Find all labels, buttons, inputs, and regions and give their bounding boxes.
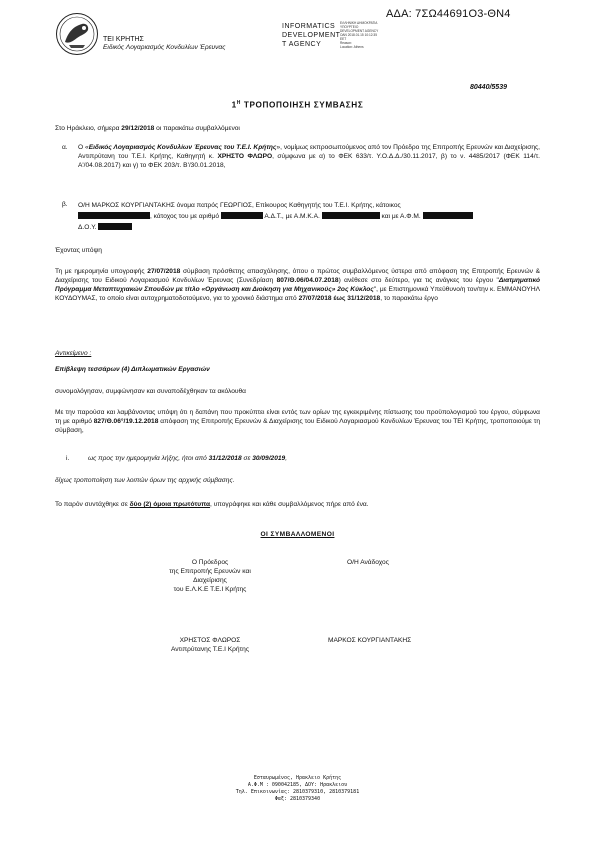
party-a-text: Ο «Ειδικός Λογαριασμός Κονδυλίων Έρευνας του Τ.Ε.Ι. Κρήτης», νομίμως εκπροσωπούμενος από τον Πρόεδρο της Επιτροπής Ερευνών και Διαχείρισης, Αντιπρύτανη του Τ.Ε.Ι. Κρήτης, Καθηγητή κ. ΧΡΗΣΤΟ ΦΛΩΡΟ, σύμφωνα με α) το ΦΕΚ 633/τ. Υ.Ο.Δ.Δ./30.11.2017, β) το ν. 4485/2017 (ΦΕΚ 114/τ. Α'/04.08.2017) και γ) το ΦΕΚ 203/τ. Β'/30.01.2018, xyxy=(78,144,541,169)
role-line: Διαχείρισης xyxy=(193,577,227,584)
signatories-heading: ΟΙ ΣΥΜΒΑΛΛΟΜΕΝΟΙ xyxy=(260,531,335,538)
redacted-afm xyxy=(423,212,473,219)
role-line: του Ε.Λ.Κ.Ε Τ.Ε.Ι Κρήτης xyxy=(173,586,247,593)
subject-label: Αντικείμενο : xyxy=(55,350,92,357)
copies-line: Το παρόν συντάχθηκε σε δύο (2) όμοια πρωτότυπα, υπογράφηκε και κάθε συμβαλλόμενος πήρε από ένα. xyxy=(55,501,369,508)
sig-detail: ΥΠΟΥΡΓΕΙΟ xyxy=(340,25,359,29)
party-b-text: Ο/Η ΜΑΡΚΟΣ ΚΟΥΡΓΙΑΝΤΑΚΗΣ όνομα πατρός ΓΕΩΡΓΙΟΣ, Επίκουρος Καθηγητής του Τ.Ε.Ι. Κρήτης, κάτοικος , κάτοχος του με αριθμό Α.Δ.Τ., με Α.Μ.Κ.Α. και με Α.Φ.Μ. Δ.Ο.Υ. xyxy=(78,200,540,233)
protocol-number: 80440/5539 xyxy=(470,84,507,91)
redacted-id-number xyxy=(221,212,263,219)
agency-stamp xyxy=(282,22,340,49)
organization-name xyxy=(103,36,225,52)
right-signatory-role: Ο/Η Ανάδοχος xyxy=(347,559,389,566)
no-change-line: δίχως τροποποίηση των λοιπών όρων της αρχικής σύμβασης. xyxy=(55,477,235,484)
left-signatory xyxy=(140,636,280,654)
agreement-line: συνομολόγησαν, συμφώνησαν και συναποδέχθηκαν τα ακόλουθα xyxy=(55,388,246,395)
tei-crete-logo-seal xyxy=(55,12,99,56)
ada-code: ΑΔΑ: 7ΣΩ44691Ο3-ΘΝ4 xyxy=(386,8,511,20)
agency-line-3: T AGENCY xyxy=(282,41,322,48)
subject-text: Επίβλεψη τεσσάρων (4) Διπλωματικών Εργασιών xyxy=(55,366,210,373)
footer-contact xyxy=(0,775,595,803)
item-i-number: i. xyxy=(66,455,70,462)
left-signatory-role xyxy=(150,558,270,594)
digital-signature-details xyxy=(340,21,378,49)
sig-detail: ΟΑΝ 2018.01.15 10:12:35 xyxy=(340,33,377,37)
sig-detail: EET xyxy=(340,37,347,41)
left-signatory-title: Αντιπρύτανης Τ.Ε.Ι Κρήτης xyxy=(170,646,250,653)
footer-line: Α.Φ.Μ : 090042185, ΔΟΥ: Ηρακλειου xyxy=(247,782,348,788)
left-signatory-name: ΧΡΗΣΤΟΣ ΦΛΩΡΟΣ xyxy=(179,637,241,644)
right-signatory-name: ΜΑΡΚΟΣ ΚΟΥΡΓΙΑΝΤΑΚΗΣ xyxy=(328,637,412,644)
footer-line: Εσταυρωμένος, Ηρακλειο Κρήτης xyxy=(253,775,342,781)
contract-reference-paragraph: Τη με ημερομηνία υπογραφής 27/07/2018 σύμβαση πρόσθετης απασχόλησης, όπου ο πρώτος συμβαλλόμενος ύστερα από απόφαση της Επιτροπής Ερευνών & Διαχείρισης του Ειδικού Λογαριασμού Κονδυλίων Έρευνας (Συνεδρίαση 807/Θ.06/04.07.2018) ανέθεσε στο δεύτερο, για τις ανάγκες του έργου "Διατμηματικό Πρόγραμμα Μεταπτυχιακών Σπουδών με τίτλο «Οργάνωση και Διοίκηση για Μηχανικούς» 2ος Κύκλος", με Επιστημονικά Υπεύθυνο/η τον/την κ. ΕΜΜΑΝΟΥΗΛ ΚΟΥΔΟΥΜΑΣ, το οποίο είναι αυτοχρηματοδοτούμενο, για το χρονικό διάστημα από 27/07/2018 έως 31/12/2018, το παρακάτω έργο xyxy=(55,268,541,302)
org-line-2: Ειδικός Λογαριασμός Κονδυλίων Έρευνας xyxy=(103,44,226,51)
sig-detail: DEVELOPMENT AGENCY xyxy=(340,29,379,33)
org-line-1: ΤΕΙ ΚΡΗΤΗΣ xyxy=(103,36,144,43)
document-title: $1^H$ ΤΡΟΠΟΠΟΙΗΣΗ ΣΥΜΒΑΣΗΣ xyxy=(231,100,364,110)
party-a-number: α. xyxy=(62,144,68,151)
having-in-mind: Έχοντας υπόψη xyxy=(55,247,102,254)
role-line: της Επιτροπής Ερευνών και xyxy=(169,568,251,575)
footer-line: Φαξ: 2810379340 xyxy=(274,796,321,802)
sig-detail: ΕΛΛΗΝΙΚΗ ΔΗΜΟΚΡΑΤΙΑ xyxy=(340,21,378,25)
item-i-text: ως προς την ημερομηνία λήξης, ήτοι από 31/12/2018 σε 30/09/2019, xyxy=(88,455,288,462)
footer-line: Τηλ. Επικοινωνίας: 2810379310, 2810379181 xyxy=(235,789,360,795)
redacted-amka xyxy=(322,212,380,219)
agency-line-1: INFORMATICS xyxy=(282,23,336,30)
intro-line: Στο Ηράκλειο, σήμερα 29/12/2018 οι παρακάτω συμβαλλόμενοι xyxy=(55,125,240,132)
party-b-number: β. xyxy=(62,201,68,208)
role-line: Ο Πρόεδρος xyxy=(191,559,229,566)
agency-line-2: DEVELOPMENT xyxy=(282,32,341,39)
redacted-address xyxy=(78,212,150,219)
sig-detail: Location: Athens xyxy=(340,45,364,49)
sig-detail: Reason: xyxy=(340,41,352,45)
amendment-paragraph: Με την παρούσα και λαμβάνοντας υπόψη ότι η δαπάνη που προκύπτει είναι εντός των ορίων της εγκεκριμένης πίστωσης του προϋπολογισμού του έργου, σύμφωνα τη με αριθμό 827/Θ.06°/19.12.2018 απόφαση της Επιτροπής Ερευνών & Διαχείρισης του Ειδικού Λογαριασμού Κονδυλίων Έρευνας του ΤΕΙ Κρήτης, τροποποιούμε τη σύμβαση, xyxy=(55,409,540,434)
redacted-doy xyxy=(98,223,132,230)
